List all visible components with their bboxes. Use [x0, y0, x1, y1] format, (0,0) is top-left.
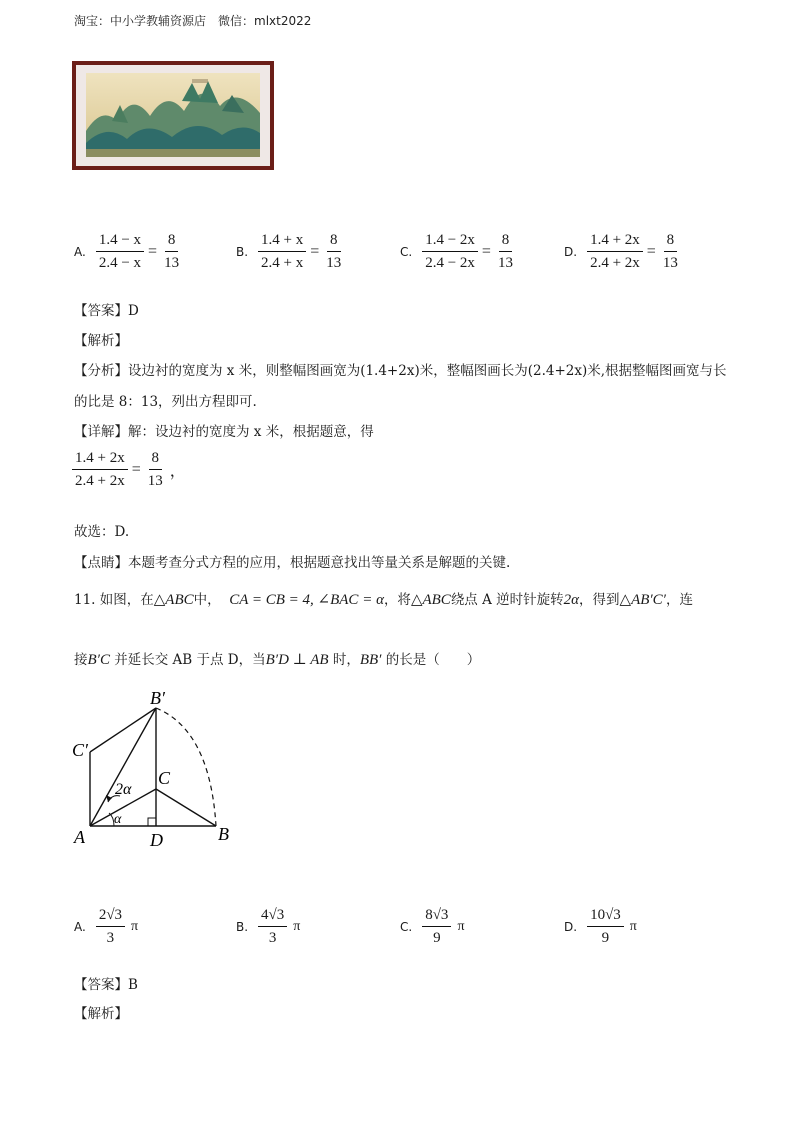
q11-option-a[interactable]: A. $\frac{2√3}{3}$ π [74, 907, 139, 946]
label-alpha: α [114, 812, 122, 827]
q11-option-b[interactable]: B. $\frac{4√3}{3}$ π [236, 907, 301, 946]
fraction: $\frac{8}{13}$ [326, 232, 342, 271]
q10-equation: $\frac{1.4 + 2x}{2.4 + 2x}$ = $\frac{8}{13}$ ， [72, 449, 186, 490]
q11-option-c[interactable]: C. $\frac{8√3}{9}$ π [400, 907, 465, 946]
q11-stem-line2: 接B′C 并延长交 AB 于点 D，当B′D ⊥ AB 时，BB′ 的长是（ ） [74, 652, 481, 668]
page-header: 淘宝：中小学教辅资源店 微信：mlxt2022 [74, 14, 312, 28]
q10-detail: 【详解】解：设边衬的宽度为 x 米，根据题意，得 [74, 424, 374, 440]
q10-option-a[interactable]: A. $\frac{1.4 - x}{2.4 - x}$ = $\frac{8}{13}$ [74, 231, 182, 272]
q10-fenxi-line2: 的比是 8：13，列出方程即可. [74, 394, 257, 410]
fraction: $\frac{1.4 + 2x}{2.4 + 2x}$ [587, 231, 643, 272]
label-c-prime: C′ [72, 740, 88, 760]
fraction: $\frac{8}{13}$ [164, 232, 180, 271]
label-d: D [150, 830, 163, 850]
label-a: A [74, 827, 85, 847]
label-c: C [158, 768, 171, 788]
q11-stem-line1: 11. 如图，在△ABC中， CA = CB = 4, ∠BAC = α，将△ABC绕点 A 逆时针旋转2α，得到△AB′C′，连 [74, 592, 693, 608]
q10-choose: 故选：D. [74, 524, 130, 540]
q11-option-d[interactable]: D. $\frac{10√3}{9}$ π [564, 907, 637, 946]
fraction: $\frac{8}{13}$ [662, 232, 678, 271]
fraction: $\frac{1.4 - 2x}{2.4 - 2x}$ [422, 231, 478, 272]
q10-option-c[interactable]: C. $\frac{1.4 - 2x}{2.4 - 2x}$ = $\frac{8}{13}$ [400, 231, 516, 272]
q11-answer: 【答案】B [74, 977, 138, 993]
label-2alpha: 2α [115, 781, 132, 798]
geometry-figure [70, 690, 250, 855]
q11-analysis-tag: 【解析】 [74, 1006, 128, 1022]
fraction: $\frac{8}{13}$ [497, 232, 513, 271]
label-b-prime: B′ [150, 690, 165, 708]
q10-comment: 【点睛】本题考查分式方程的应用，根据题意找出等量关系是解题的关键. [74, 555, 511, 571]
label-b: B [218, 824, 229, 844]
fraction: $\frac{1.4 - x}{2.4 - x}$ [96, 231, 144, 272]
q10-answer: 【答案】D [74, 303, 139, 319]
q10-option-b[interactable]: B. $\frac{1.4 + x}{2.4 + x}$ = $\frac{8}{13}$ [236, 231, 344, 272]
fraction: $\frac{1.4 + x}{2.4 + x}$ [258, 231, 306, 272]
q10-fenxi-line1: 【分析】设边衬的宽度为 x 米，则整幅图画宽为(1.4+2x)米，整幅图画长为(2.4+2x)米,根据整幅图画宽与长 [74, 363, 727, 379]
landscape-painting [72, 61, 274, 170]
q10-analysis-tag: 【解析】 [74, 333, 128, 349]
q10-option-d[interactable]: D. $\frac{1.4 + 2x}{2.4 + 2x}$ = $\frac{8}{13}$ [564, 231, 681, 272]
